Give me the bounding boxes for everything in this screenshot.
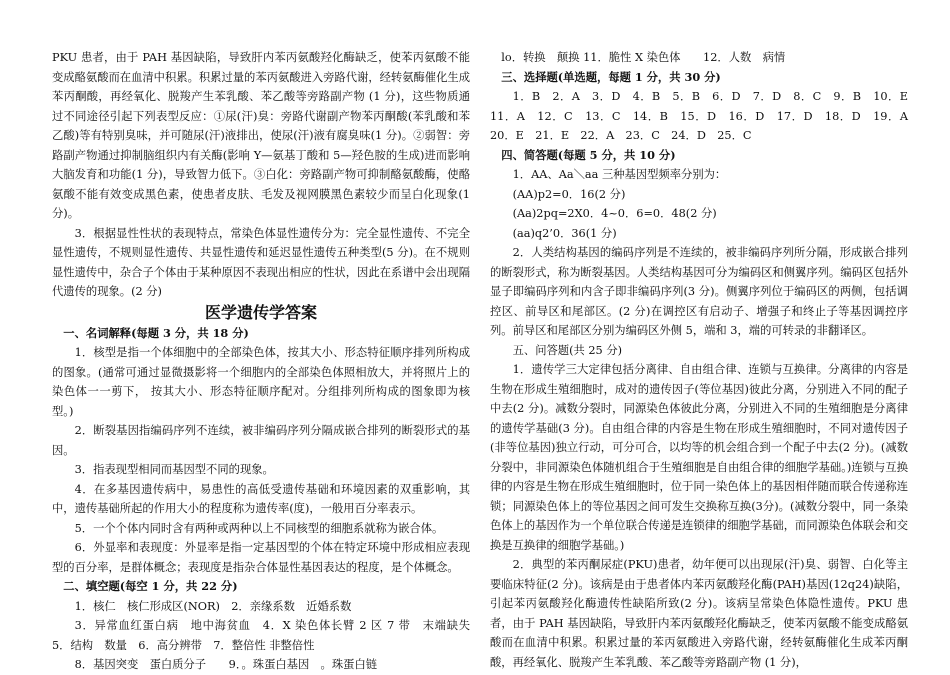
left-paragraph: 3．异常血红蛋白病 地中海贫血 4．X 染色体长臂 2 区 7 带 末端缺失 5．结构 数量 6．高分辨带 7．整倍性 非整倍性: [52, 619, 482, 652]
right-paragraph: 1．AA、Aa＼aa 三种基因型频率分别为：: [512, 168, 727, 181]
right-paragraph: 2．人类结构基因的编码序列是不连续的，被非编码序列所分隔，形成嵌合排列的断裂形式，称为断裂基因。人类结构基因可分为编码区和侧翼序列。编码区包括外显子即编码序列和内含子即非编码序列(3 分)。侧翼序列位于编码区的两侧，包括调控区、前导区和尾部区。(2 分)在调控区有启动子、增强子和终止子等基因调控序列。前导区和尾部区分别为编码区外侧 5，端和 3，端的可转录的非翻译区。: [490, 246, 908, 337]
left-paragraph: 6．外显率和表现度：外显率是指一定基因型的个体在特定环境中形成相应表现型的百分率，是群体概念；表现度是指杂合体显性基因表达的程度，是个体概念。: [52, 541, 470, 574]
right-column: [490, 48, 920, 672]
left-paragraph: 4．在多基因遗传病中，易患性的高低受遗传基础和环境因素的双重影响，其中，遗传基础所起的作用大小的程度称为遗传率(度)，一般用百分率表示。: [52, 482, 470, 515]
right-paragraph: 1．B 2．A 3．D 4．B 5．B 6．D 7．D 8．C 9．B 10．E 11．A 12．C 13．C 14．B 15．D 16．D 17．D 18．D 19．A 20．E 21．E 22．A 23．C 24．D 25．C: [490, 90, 920, 142]
right-paragraph: (Aa)2pq=2X0．4~0．6=0．48(2 分): [512, 207, 717, 220]
left-paragraph: 2．断裂基因指编码序列不连续，被非编码序列分隔成嵌合排列的断裂形式的基因。: [52, 424, 470, 457]
left-paragraph: PKU 患者，由于 PAH 基因缺陷，导致肝内苯丙氨酸羟化酶缺乏，使苯丙氨酸不能变成酪氨酸而在血清中积累。积累过量的苯丙氨酸进入旁路代谢，经转氨酶催化生成苯丙酮酸，再经氧化、脱羧产生苯乳酸、苯乙酸等旁路副产物 (1 分)，这些物质通过不同途径引起下列表型反应：①尿(汗)臭：旁路代谢副产物苯丙酮酸(苯乳酸和苯乙酸)等有特别臭味，并可随尿(汗)液排出，使尿(汗)液有腐臭味(1 分)。②弱智：旁路副产物通过抑制脑组织内有关酶(影响 Y—氨基丁酸和 5—羟色胺的生成)进而影响大脑发育和功能(1 分)，导致智力低下。③白化：旁路副产物可抑制酪氨酸酶，使酪氨酸不能有效变成黑色素，使患者皮肤、毛发及视网膜黑色素较少而呈白化现象(1分)。: [52, 51, 470, 220]
right-section-heading: 三、选择题(单选题，每题 1 分，共 30 分): [501, 69, 721, 84]
left-paragraph: 1．核型是指一个体细胞中的全部染色体，按其大小、形态特征顺序排列所构成的图象。(通常可通过显微摄影将一个细胞内的全部染色体照相放大，并将照片上的染色体一一剪下， 按其大小、形态特征顺序配对。分组排列所构成的图象即为核型。): [52, 346, 470, 418]
right-section-heading: 四、简答题(每题 5 分，共 10 分): [501, 147, 676, 162]
right-paragraph: (AA)p2=0．16(2 分): [512, 187, 626, 201]
left-section-heading: 一、名词解释(每题 3 分，共 18 分): [63, 325, 249, 340]
right-paragraph: 1．遗传学三大定律包括分离律、自由组合律、连锁与互换律。分离律的内容是生物在形成生殖细胞时，成对的遗传因子(等位基因)彼此分离，分别进入不同的配子中去(2 分)。减数分裂时，同源染色体彼此分离，分别进入不同的生殖细胞是分离律的遗传学基础(3 分)。自由组合律的内容是生物在形成生殖细胞时，不同对遗传因子(非等位基因)独立行动，可分可合，以均等的机会组合到一个配子中去(2 分)。(减数分裂中，非同源染色体随机组合于生殖细胞是自由组合律的细胞学基础。)连锁与互换律的内容是生物在形成生殖细胞时，位于同一染色体上的基因相伴随而联合传递称连锁；同源染色体上的等位基因之间可发生交换称互换(3分)。(减数分裂中，同一条染色体上的基因作为一个单位联合传递是连锁律的细胞学基础，而同源染色体联会和交换是互换律的细胞学基础。): [490, 363, 908, 552]
right-paragraph: (aa)q2’0．36(1 分): [512, 226, 617, 240]
right-paragraph: 2．典型的苯丙酮尿症(PKU)患者，幼年便可以出现尿(汗)臭、弱智、白化等主要临床特征(2 分)。该病是由于患者体内苯丙氨酸羟化酶(PAH)基因(12q24)缺陷，引起苯丙氨酸羟化酶遗传性缺陷所致(2 分)。该病呈常染色体隐性遗传。PKU 患者，由于 PAH 基因缺陷，导致肝内苯丙氨酸羟化酶缺乏，使苯丙氨酸不能变成酪氨酸而在血清中积累。积累过量的苯丙氨酸进入旁路代谢，经转氨酶催化生成苯丙酮酸，再经氧化、脱羧产生苯乳酸、苯乙酸等旁路副产物 (1 分)，: [490, 558, 908, 669]
left-section-heading: 二、填空题(每空 1 分，共 22 分): [63, 579, 238, 593]
right-paragraph: lo．转换 颠换 11．脆性 X 染色体 12．人数 病情: [501, 51, 786, 64]
left-column: [52, 48, 482, 675]
left-paragraph: 5．一个个体内同时含有两种或两种以上不同核型的细胞系就称为嵌合体。: [74, 521, 444, 535]
left-paragraph: 8．基因突变 蛋白质分子 9．。珠蛋白基因 。珠蛋白链: [74, 658, 378, 671]
right-paragraph: 五、问答题(共 25 分): [512, 343, 623, 357]
left-document-title: 医学遗传学答案: [204, 302, 317, 322]
left-paragraph: 3．指表现型相同而基因型不同的现象。: [74, 463, 274, 476]
left-paragraph: 3．根据显性性状的表现特点，常染色体显性遗传分为：完全显性遗传、不完全显性遗传，不规则显性遗传、共显性遗传和延迟显性遗传五种类型(5 分)。在不规则显性遗传中，杂合子个体由于某种原因不表现出相应的性状，因此在系谱中会出现隔代遗传的现象。(2 分): [52, 226, 470, 298]
left-paragraph: 1．核仁 核仁形成区(NOR) 2．亲缘系数 近婚系数: [74, 599, 352, 613]
